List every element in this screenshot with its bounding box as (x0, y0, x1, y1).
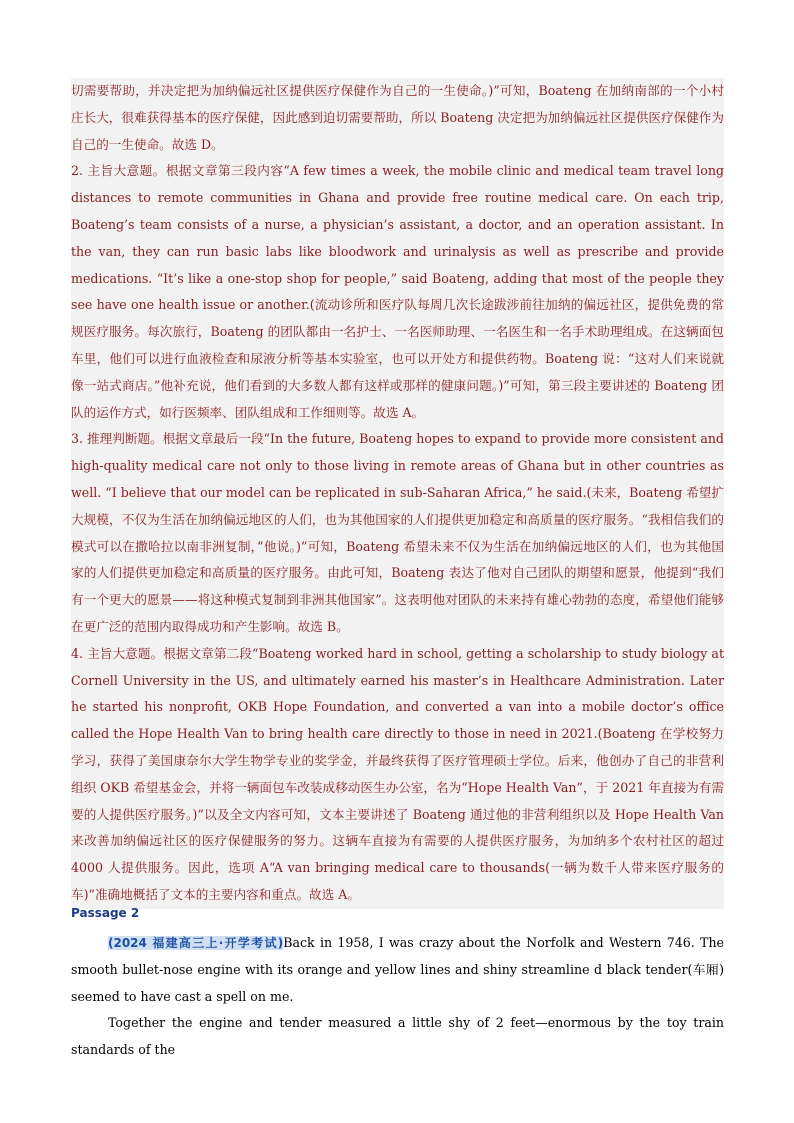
answer-q3-paragraph: 3. 推理判断题。根据文章最后一段“In the future, Boateng hopes to expand to provide more consistent and high-quality medical care not only to those living in remote areas of Ghana but in other countries as well. “I believe that our model can be replicated in sub-Saharan Africa,” he said.(未来，Boateng 希望扩大规模，不仅为生活在加纳偏远地区的人们，也为其他国家的人们提供更加稳定和高质量的医疗服务。“我相信我们的模式可以在撒哈拉以南非洲复制，”他说。)”可知，Boateng 希望未来不仅为生活在加纳偏远地区的人们，也为其他国家的人们提供更加稳定和高质量的医疗服务。由此可知，Boateng 表达了他对自己团队的期望和愿景，他提到“我们有一个更大的愿景——将这种模式复制到非洲其他国家”。这表明他对团队的未来持有雄心勃勃的态度，希望他们能够在更广泛的范围内取得成功和产生影响。故选 B。 (71, 431, 724, 634)
source-tag: (2024 福建高三上·开学考试) (108, 936, 284, 950)
answer-intro-paragraph: 切需要帮助，并决定把为加纳偏远社区提供医疗保健作为自己的一生使命。)”可知，Boateng 在加纳南部的一个小村庄长大，很难获得基本的医疗保健，因此感到迫切需要帮助，所以 Boateng 决定把为加纳偏远社区提供医疗保健作为自己的一生使命。故选 D。 (71, 83, 724, 152)
answer-explanations (71, 78, 724, 909)
answer-q4-paragraph: 4. 主旨大意题。根据文章第二段“Boateng worked hard in school, getting a scholarship to study biology at Cornell University in the US, and ultimately earned his master’s in Healthcare Administration. Later he started his nonprofit, OKB Hope Foundation, and converted a van into a mobile doctor’s office called the Hope Health Van to bring health care directly to those in need in 2021.(Boateng 在学校努力学习，获得了美国康奈尔大学生物学专业的奖学金，并最终获得了医疗管理硕士学位。后来，他创办了自己的非营利组织 OKB 希望基金会，并将一辆面包车改装成移动医生办公室，名为“Hope Health Van”，于 2021 年直接为有需要的人提供医疗服务。)”以及全文内容可知，文本主要讲述了 Boateng 通过他的非营利组织以及 Hope Health Van 来改善加纳偏远社区的医疗保健服务的努力。这辆车直接为有需要的人提供医疗服务，为加纳多个农村社区的超过 4000 人提供服务。因此，选项 A“A van bringing medical care to thousands(一辆为数千人带来医疗服务的车)”准确地概括了文本的主要内容和重点。故选 A。 (71, 645, 724, 902)
passage-heading: Passage 2 (71, 906, 140, 920)
passage-body (71, 930, 724, 1064)
passage-paragraph-2: Together the engine and tender measured a little shy of 2 feet—enormous by the toy train standards of the (71, 1015, 724, 1058)
passage-paragraph-1-text: Back in 1958, I was crazy about the Norfolk and Western 746. The smooth bullet-nose engine with its orange and yellow lines and shiny streamline d black tender(车厢) seemed to have cast a spell on me. (71, 935, 725, 1004)
passage-paragraph-1 (71, 930, 724, 1010)
answer-q2-paragraph: 2. 主旨大意题。根据文章第三段内容“A few times a week, the mobile clinic and medical team travel long distances to remote communities in Ghana and provide free routine medical care. On each trip, Boateng’s team consists of a nurse, a physician’s assistant, a doctor, and an operation assistant. In the van, they can run basic labs like bloodwork and urinalysis as well as prescribe and provide medications. “It’s like a one-stop shop for people,” said Boateng, adding that most of the people they see have one health issue or another.(流动诊所和医疗队每周几次长途跋涉前往加纳的偏远社区，提供免费的常规医疗服务。每次旅行，Boateng 的团队都由一名护士、一名医师助理、一名医生和一名手术助理组成。在这辆面包车里，他们可以进行血液检查和尿液分析等基本实验室，也可以开处方和提供药物。Boateng 说：“这对人们来说就像一站式商店。”他补充说，他们看到的大多数人都有这样或那样的健康问题。)”可知，第三段主要讲述的 Boateng 团队的运作方式，如行医频率、团队组成和工作细则等。故选 A。 (71, 163, 724, 420)
